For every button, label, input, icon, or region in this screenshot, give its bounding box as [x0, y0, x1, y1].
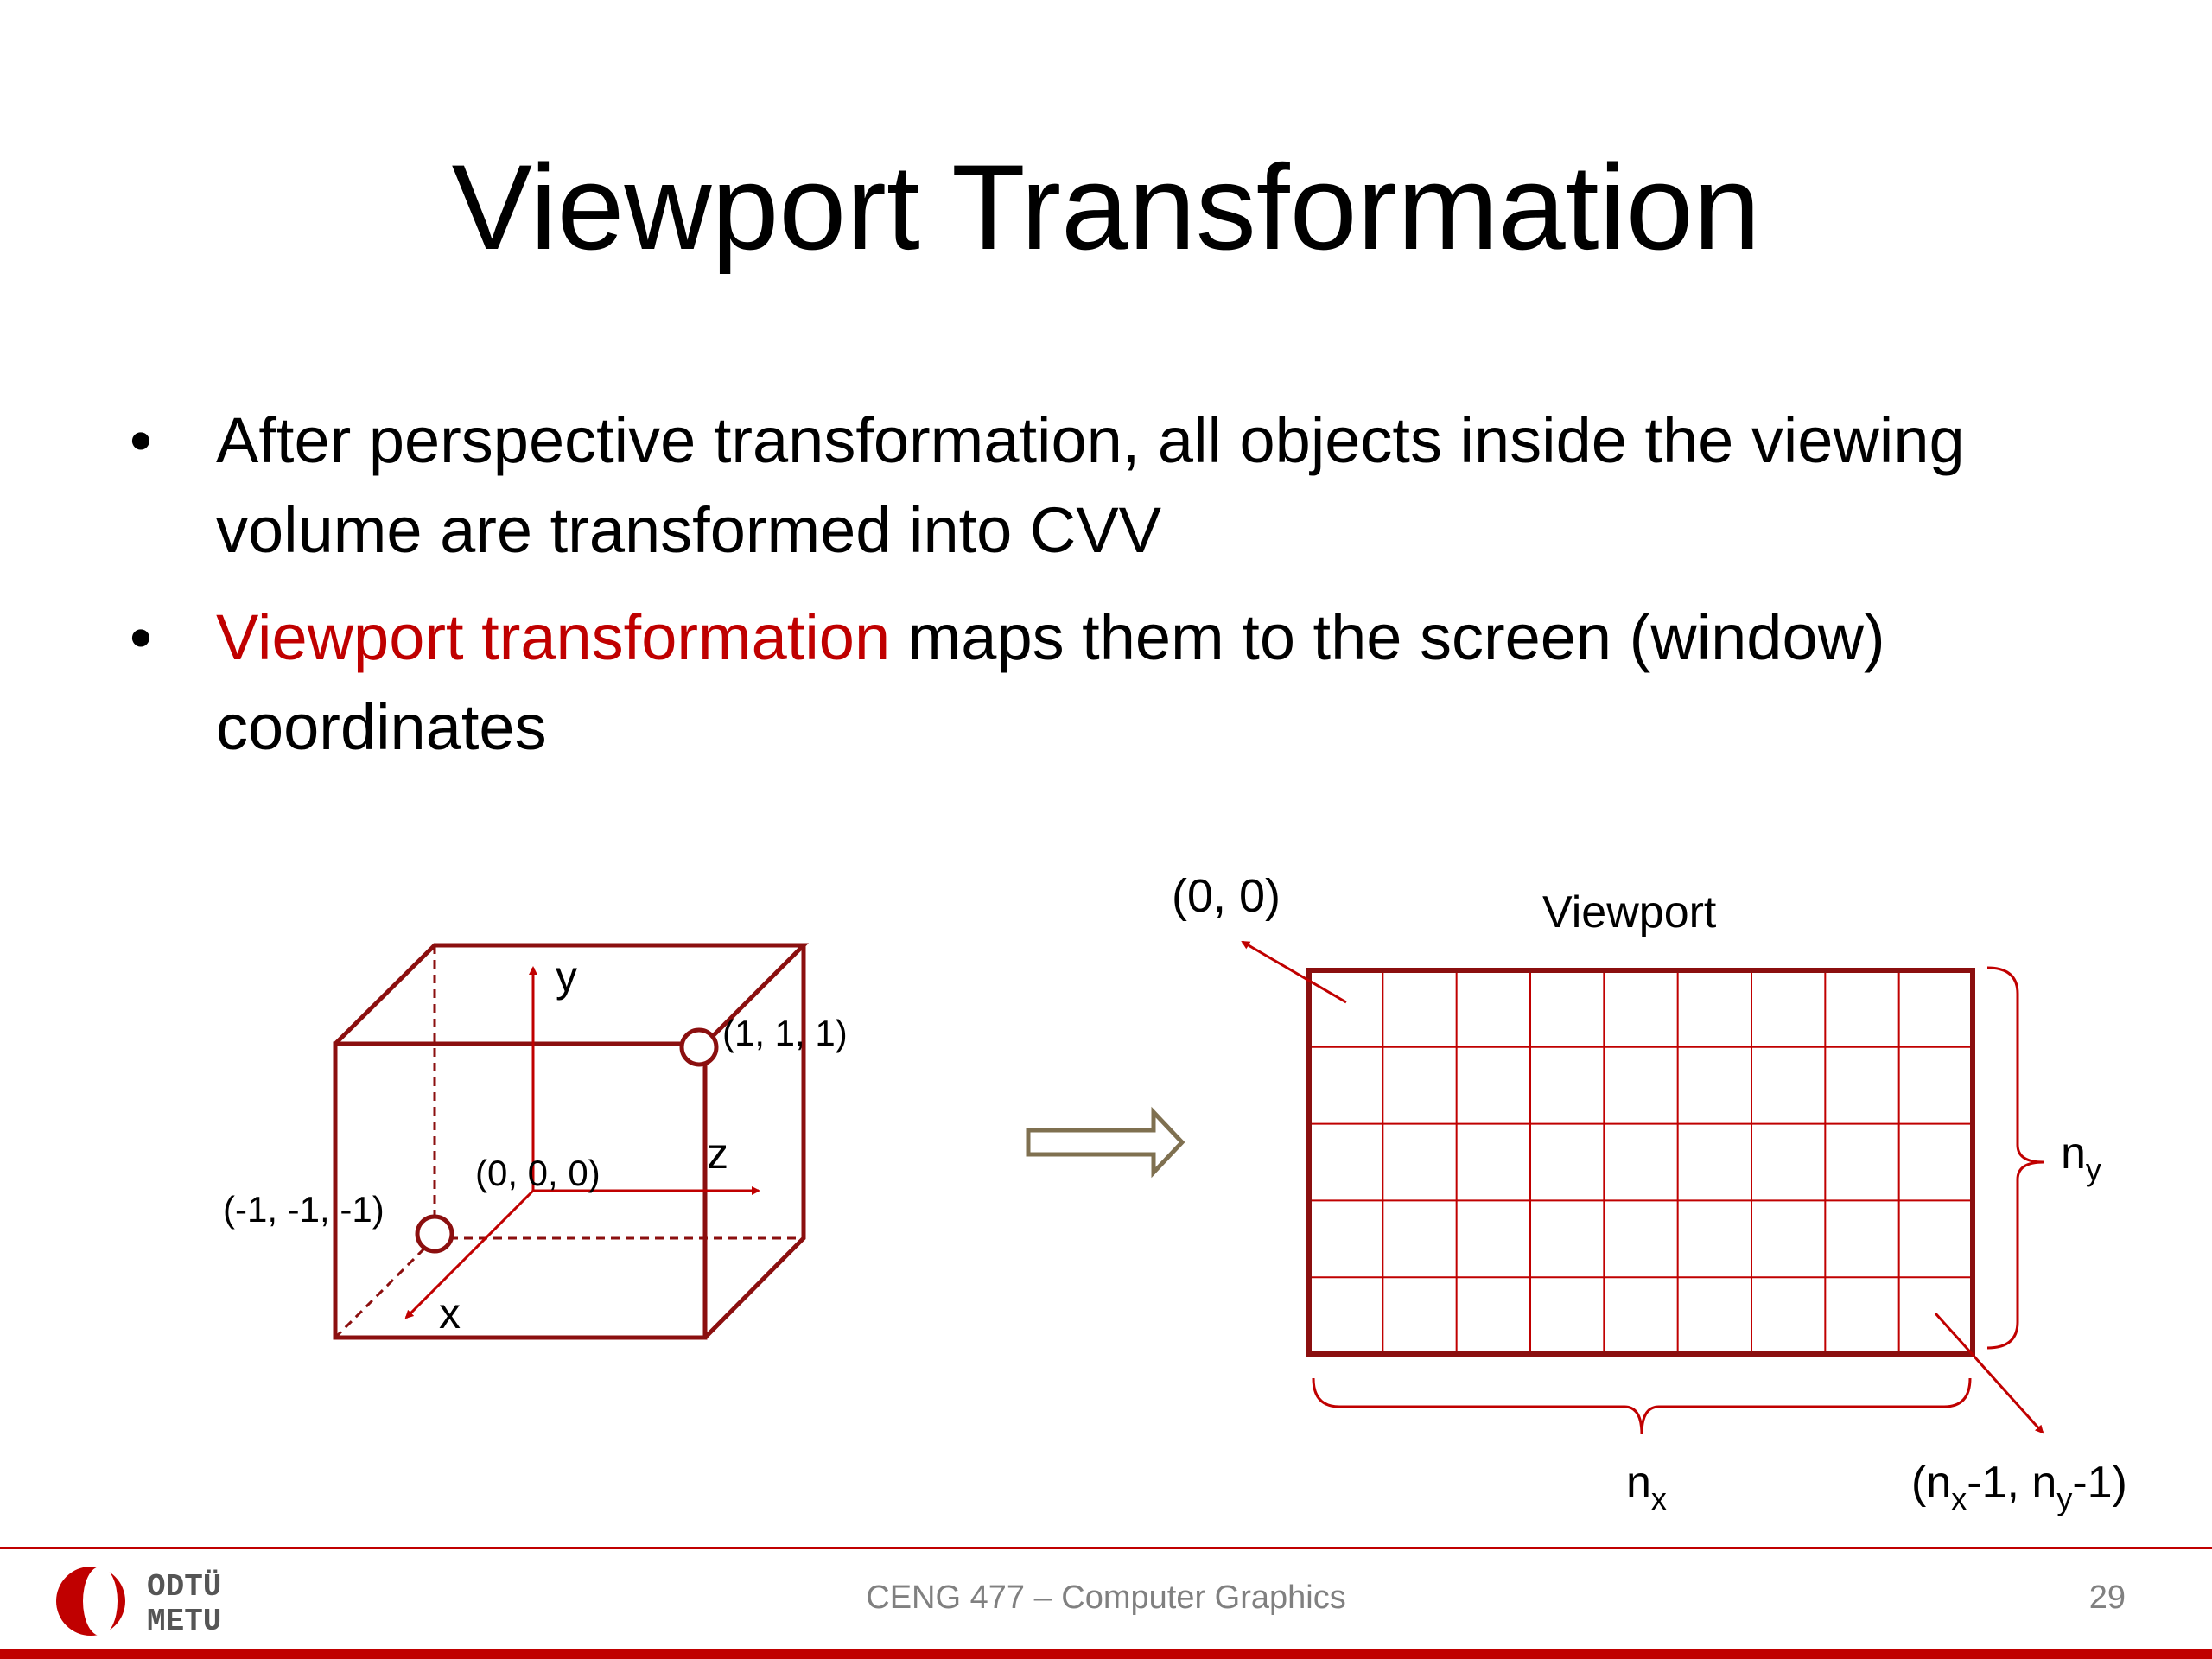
course-name: CENG 477 – Computer Graphics	[866, 1580, 1346, 1616]
viewport-border	[1309, 970, 1973, 1354]
page-number: 29	[2088, 1580, 2126, 1616]
ny-brace	[1987, 968, 2044, 1348]
transform-arrow-icon	[1028, 1112, 1182, 1173]
bullet-highlight: Viewport transformation	[216, 601, 891, 673]
cvv-cube	[335, 945, 804, 1338]
footer-divider	[0, 1547, 2212, 1549]
svg-text:METU: METU	[147, 1604, 222, 1639]
corner-min-label: (-1, -1, -1)	[223, 1189, 385, 1230]
slide-title: Viewport Transformation	[451, 139, 1761, 275]
corner-max-marker	[682, 1030, 716, 1065]
axis-label-y: y	[556, 952, 577, 1001]
bullet-text: maps them to the screen (window) coordinates	[216, 601, 1885, 763]
axis-label-z: z	[707, 1129, 728, 1178]
last-pixel-pointer	[1936, 1313, 2043, 1433]
nx-brace	[1313, 1378, 1970, 1434]
bullet-dot: •	[130, 404, 152, 476]
axis-label-x: x	[439, 1289, 461, 1338]
footer-bar	[0, 1649, 2212, 1659]
bullet-text: After perspective transformation, all objects inside the viewing volume are transformed into CVV	[216, 404, 1965, 566]
nx-label: $n_x$	[1626, 1458, 1667, 1516]
corner-min-marker	[417, 1217, 452, 1251]
svg-text:ODTÜ: ODTÜ	[147, 1569, 222, 1605]
origin-label: (0, 0, 0)	[475, 1153, 601, 1193]
bottom-right-label: ($n_x-1$, $n_y-1$)	[1911, 1458, 2127, 1516]
viewport-grid	[1309, 970, 1973, 1354]
x-axis	[406, 1191, 533, 1318]
viewport-label: Viewport	[1542, 887, 1717, 938]
viewport-arrows	[1243, 942, 2043, 1433]
corner-max-label: (1, 1, 1)	[722, 1013, 848, 1053]
ny-label: $n_y$	[2061, 1128, 2101, 1187]
cube-hidden-edge	[335, 1238, 435, 1338]
bullet-dot: •	[130, 601, 152, 673]
top-left-label: (0, 0)	[1172, 870, 1281, 922]
